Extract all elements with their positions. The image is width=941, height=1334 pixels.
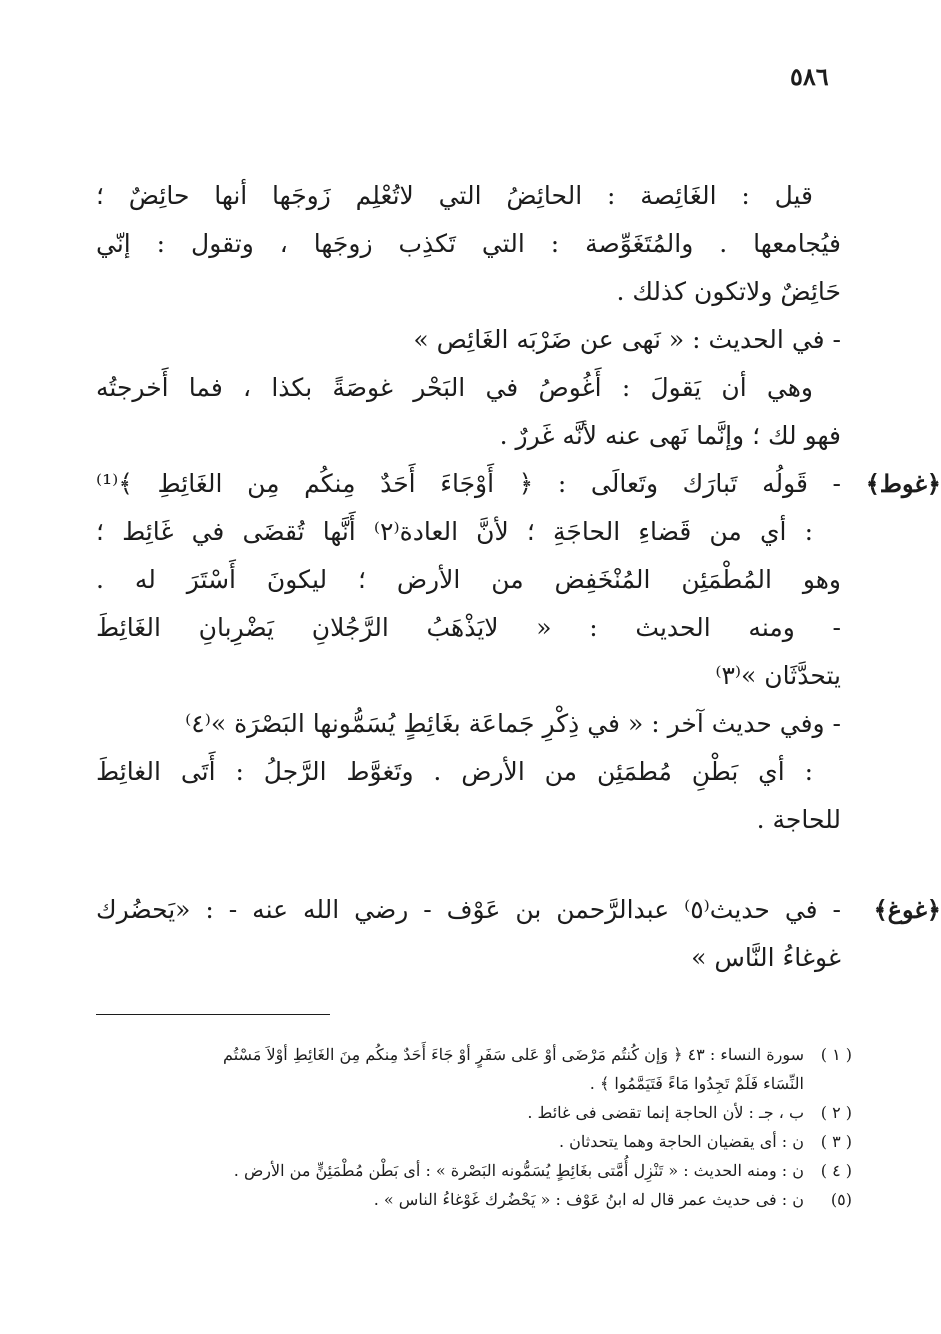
text-line: للحاجة . bbox=[756, 805, 841, 834]
footnote-text: ب ، جـ : لأن الحاجة إنما تقضى فى غائط . bbox=[527, 1103, 804, 1122]
entry-ghawt bbox=[96, 460, 941, 844]
footnote-number: ( ٢ ) bbox=[820, 1103, 852, 1122]
footnote bbox=[110, 1040, 852, 1098]
entry-continuation bbox=[96, 172, 841, 460]
entry-keyword: ﴿غوغ﴾ bbox=[873, 895, 941, 924]
text-line: فيُجامعها . والمُتَغَوِّصة : التي تَكذِب زوجَها ، وتقول : إنّي bbox=[96, 229, 841, 258]
text-line: : أي بَطْنِ مُطمَئِن من الأرض . وتَغوَّط الرَّجلُ : أَتَى الغائِطَ bbox=[96, 757, 813, 786]
footnote-number: ( ٤ ) bbox=[820, 1161, 852, 1180]
entry-keyword: ﴿غوط﴾ bbox=[865, 469, 941, 498]
entry-ghawgh bbox=[96, 886, 941, 982]
text-line: - في الحديث : « نَهى عن ضَرْبَه الغَائِص » bbox=[413, 325, 841, 354]
text-line: حَائِضٌ ولاتكون كذلك . bbox=[616, 277, 841, 306]
footnote-number: ( ١ ) bbox=[820, 1045, 852, 1064]
text-line: وهي أن يَقولَ : أَغُوصُ في البَحْر غوصَةً بكذا ، فما أَخرجتُه bbox=[96, 373, 813, 402]
text-line: : أي من قَضاءِ الحاجَةِ ؛ لأنَّ العادة⁽٢⁾ أَنَّها تُقضَى في غَائِط ؛ bbox=[96, 517, 813, 546]
text-line: قيل : الغَائِصة : الحائِضُ التي لاتُعْلِم زَوجَها أنها حائِضٌ ؛ bbox=[96, 181, 813, 210]
text-line: وهو المُطْمَئِن المُنْخَفِض من الأرض ؛ ليكونَ أَسْتَرَ له . bbox=[96, 565, 841, 594]
text-line: - قَولُه تَبارَك وتَعالَى : ﴿ أَوْجَاءَ أَحَدٌ مِنكُم مِن الغَائِطِ ﴾⁽¹⁾ bbox=[96, 469, 841, 498]
footnote bbox=[110, 1127, 852, 1156]
text-line: فهو لك ؛ وإنَّما نَهى عنه لأنَّه غَررٌ . bbox=[499, 421, 841, 450]
footnote-separator bbox=[96, 1014, 330, 1015]
footnote-text: ن : فى حديث عمر قال له ابنُ عَوْف : « يَحْضُرك غَوْغاءُ الناس » . bbox=[373, 1190, 804, 1209]
footnote-text: النِّسَاء فَلَمْ تَجِدُوا مَاءً فَتَيَمَّمُوا ﴾ . bbox=[589, 1074, 804, 1093]
text-line: يتحدَّثَان »⁽٣⁾ bbox=[715, 661, 841, 690]
footnote-number: ( ٣ ) bbox=[820, 1132, 852, 1151]
text-line: غوغاءُ النَّاس » bbox=[691, 943, 841, 972]
footnote-text: ن : أى يقضيان الحاجة وهما يتحدثان . bbox=[558, 1132, 804, 1151]
page-number: ٥٨٦ bbox=[790, 62, 829, 91]
footnote bbox=[110, 1098, 852, 1127]
footnote bbox=[110, 1185, 852, 1214]
footnote-number: (٥) bbox=[830, 1190, 852, 1209]
entry-gap bbox=[96, 844, 841, 886]
text-line: - ومنه الحديث : « لايَذْهَبُ الرَّجُلانِ يَضْرِبانِ الغَائِطَ bbox=[96, 613, 841, 642]
footnote-text: سورة النساء : ٤٣ ﴿ وَإن كُنتُم مَرْضَى أوْ عَلى سَفَرٍ أوْ جَاءَ أَحَدٌ مِنكُم مِنَ الغَائِطِ أوْلاَ مَسْتُم bbox=[223, 1045, 804, 1064]
text-line: - في حديث⁽٥⁾ عبدالرَّحمن بن عَوْف - رضي الله عنه - : «يَحضُرك bbox=[96, 895, 841, 924]
footnotes bbox=[110, 1040, 852, 1214]
footnote-text: ن : ومنه الحديث : « تَنْزِل أُمَّتى بغَائِطٍ يُسَمُّونه البَصْرة » : أى بَطْن مُطْمَئِنٍّ من الأرض . bbox=[233, 1161, 804, 1180]
footnote bbox=[110, 1156, 852, 1185]
text-line: - وفي حديث آخر : « في ذِكْرِ جَماعَة بغَائِطٍ يُسَمُّونها البَصْرَة »⁽٤⁾ bbox=[185, 709, 841, 738]
main-text bbox=[96, 172, 941, 982]
